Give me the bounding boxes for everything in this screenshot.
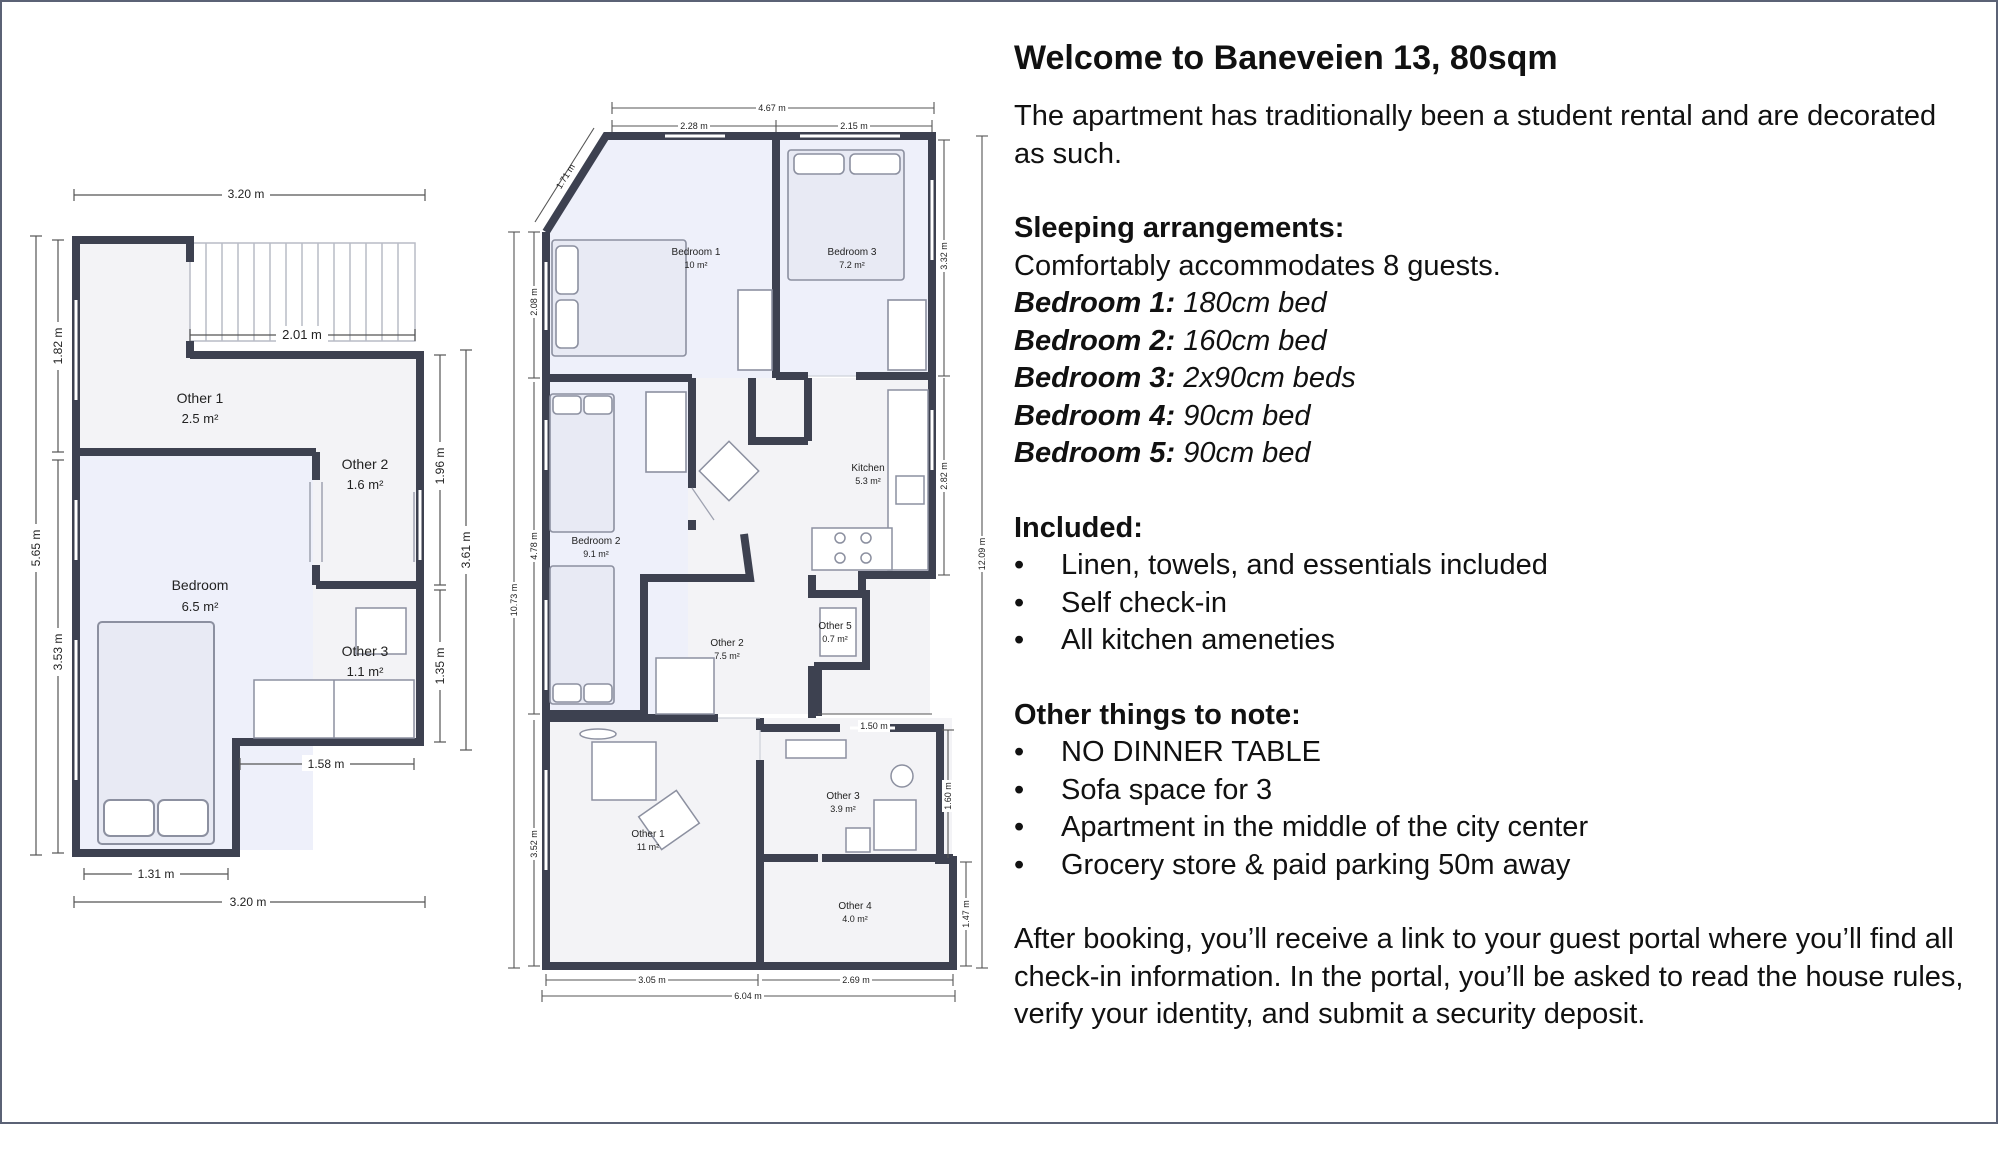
bullet-icon: • bbox=[1014, 624, 1025, 656]
dim-main-other3-width: 1.50 m bbox=[860, 721, 888, 731]
dim-upper-top-width: 3.20 m bbox=[227, 187, 265, 201]
notes-heading: Other things to note: bbox=[1014, 698, 1301, 731]
bedroom-row: Bedroom 3: 2x90cm beds bbox=[1014, 362, 1356, 394]
room-area: 7.5 m² bbox=[714, 651, 740, 661]
bedroom-row: Bedroom 5: 90cm bed bbox=[1014, 437, 1311, 469]
dim-upper-bottom-left: 1.31 m bbox=[137, 867, 175, 881]
dim-upper-left-total: 5.65 m bbox=[29, 529, 43, 567]
bullet-icon: • bbox=[1014, 848, 1025, 881]
room-name: Other 2 bbox=[341, 456, 389, 472]
list-item: • Linen, towels, and essentials included bbox=[1014, 547, 1974, 585]
intro-text: The apartment has traditionally been a student rental and are decorated as such. bbox=[1014, 100, 1937, 170]
room-area: 11 m² bbox=[636, 842, 660, 852]
notes-list bbox=[1014, 734, 1974, 884]
list-item: • NO DINNER TABLE bbox=[1014, 734, 1974, 772]
dim-main-top-total: 4.67 m bbox=[758, 103, 786, 113]
dim-upper-right-upper: 1.96 m bbox=[433, 447, 447, 485]
sleeping-intro: Comfortably accommodates 8 guests. bbox=[1014, 249, 1501, 282]
dim-main-left-total: 10.73 m bbox=[509, 583, 519, 617]
included-list bbox=[1014, 547, 1974, 660]
list-item: • Apartment in the middle of the city center bbox=[1014, 809, 1974, 847]
dim-upper-bottom-width: 3.20 m bbox=[229, 895, 267, 909]
dim-upper-right-total: 3.61 m bbox=[459, 531, 473, 569]
dim-upper-bottom-inner: 1.58 m bbox=[307, 757, 345, 771]
dim-main-left-mid: 4.78 m bbox=[529, 532, 539, 560]
floor-plan-main bbox=[508, 102, 988, 1002]
dim-main-right-total: 12.09 m bbox=[977, 537, 987, 571]
dim-main-bottom-left: 3.05 m bbox=[638, 975, 666, 985]
floor-plans bbox=[0, 0, 1000, 1124]
room-area: 7.2 m² bbox=[839, 260, 865, 270]
dim-upper-inner-width: 2.01 m bbox=[282, 327, 322, 342]
room-name: Other 4 bbox=[838, 901, 872, 912]
bottom-margin bbox=[0, 1126, 2000, 1163]
bullet-icon: • bbox=[1014, 549, 1025, 581]
list-item: • All kitchen ameneties bbox=[1014, 622, 1974, 660]
dim-main-top-left: 2.28 m bbox=[680, 121, 708, 131]
bedroom-bed bbox=[98, 622, 214, 844]
dim-upper-right-lower: 1.35 m bbox=[433, 647, 447, 685]
dim-main-diagonal: 1.71 m bbox=[553, 162, 577, 191]
room-name: Other 1 bbox=[631, 829, 665, 840]
included-heading: Included: bbox=[1014, 511, 1143, 544]
bullet-icon: • bbox=[1014, 586, 1025, 619]
room-name: Bedroom 3 bbox=[827, 247, 877, 258]
sleeping-heading: Sleeping arrangements: bbox=[1014, 212, 1345, 244]
room-area: 5.3 m² bbox=[855, 476, 881, 486]
list-item: • Grocery store & paid parking 50m away bbox=[1014, 847, 1974, 885]
dim-upper-left-upper: 1.82 m bbox=[51, 327, 65, 365]
room-area: 4.0 m² bbox=[842, 914, 868, 924]
bedroom-row: Bedroom 2: 160cm bed bbox=[1014, 324, 1327, 357]
room-name: Bedroom 1 bbox=[671, 247, 721, 258]
room-area: 3.9 m² bbox=[830, 804, 856, 814]
room-area: 6.5 m² bbox=[181, 599, 219, 614]
room-name: Other 3 bbox=[341, 643, 389, 659]
bullet-icon: • bbox=[1014, 736, 1025, 768]
room-area: 1.1 m² bbox=[346, 664, 384, 679]
dim-main-top-right: 2.15 m bbox=[840, 121, 868, 131]
dim-main-bottom-total: 6.04 m bbox=[734, 991, 762, 1001]
room-area: 1.6 m² bbox=[346, 477, 384, 492]
bedroom-row: Bedroom 4: 90cm bed bbox=[1014, 399, 1311, 432]
room-area: 9.1 m² bbox=[583, 549, 609, 559]
dim-upper-left-lower: 3.53 m bbox=[51, 633, 65, 671]
dim-main-right-mid: 2.82 m bbox=[939, 462, 949, 490]
list-item: • Sofa space for 3 bbox=[1014, 772, 1974, 810]
room-area: 0.7 m² bbox=[822, 634, 848, 644]
floor-plan-upper bbox=[28, 186, 474, 909]
dim-main-other3-height: 1.60 m bbox=[943, 782, 953, 810]
room-name: Other 5 bbox=[818, 621, 852, 632]
listing-description bbox=[1014, 36, 1974, 1034]
room-fill-other1 bbox=[80, 354, 420, 454]
dim-main-left-bottom: 3.52 m bbox=[529, 830, 539, 858]
room-name: Other 3 bbox=[826, 791, 860, 802]
bedroom-row: Bedroom 1: 180cm bed bbox=[1014, 287, 1327, 319]
bullet-icon: • bbox=[1014, 811, 1025, 843]
room-name: Bedroom bbox=[171, 577, 229, 593]
closing-text: After booking, you’ll receive a link to your guest portal where you’ll find all check-in information. In the portal, you’ll be asked to read the house rules, verify your identity, and submit a security deposit. bbox=[1014, 923, 1964, 1030]
room-name: Other 1 bbox=[176, 390, 224, 406]
dim-main-left-top: 2.08 m bbox=[529, 288, 539, 316]
room-area: 2.5 m² bbox=[181, 411, 219, 426]
room-name: Kitchen bbox=[851, 463, 885, 474]
dim-main-bottom-right: 2.69 m bbox=[842, 975, 870, 985]
room-area: 10 m² bbox=[684, 260, 708, 270]
bullet-icon: • bbox=[1014, 773, 1025, 806]
list-item: • Self check-in bbox=[1014, 585, 1974, 623]
room-name: Other 2 bbox=[710, 638, 744, 649]
dim-main-other4-height: 1.47 m bbox=[961, 900, 971, 928]
listing-title: Welcome to Baneveien 13, 80sqm bbox=[1014, 39, 1558, 77]
room-name: Bedroom 2 bbox=[571, 536, 621, 547]
dim-main-right-top: 3.32 m bbox=[939, 242, 949, 270]
